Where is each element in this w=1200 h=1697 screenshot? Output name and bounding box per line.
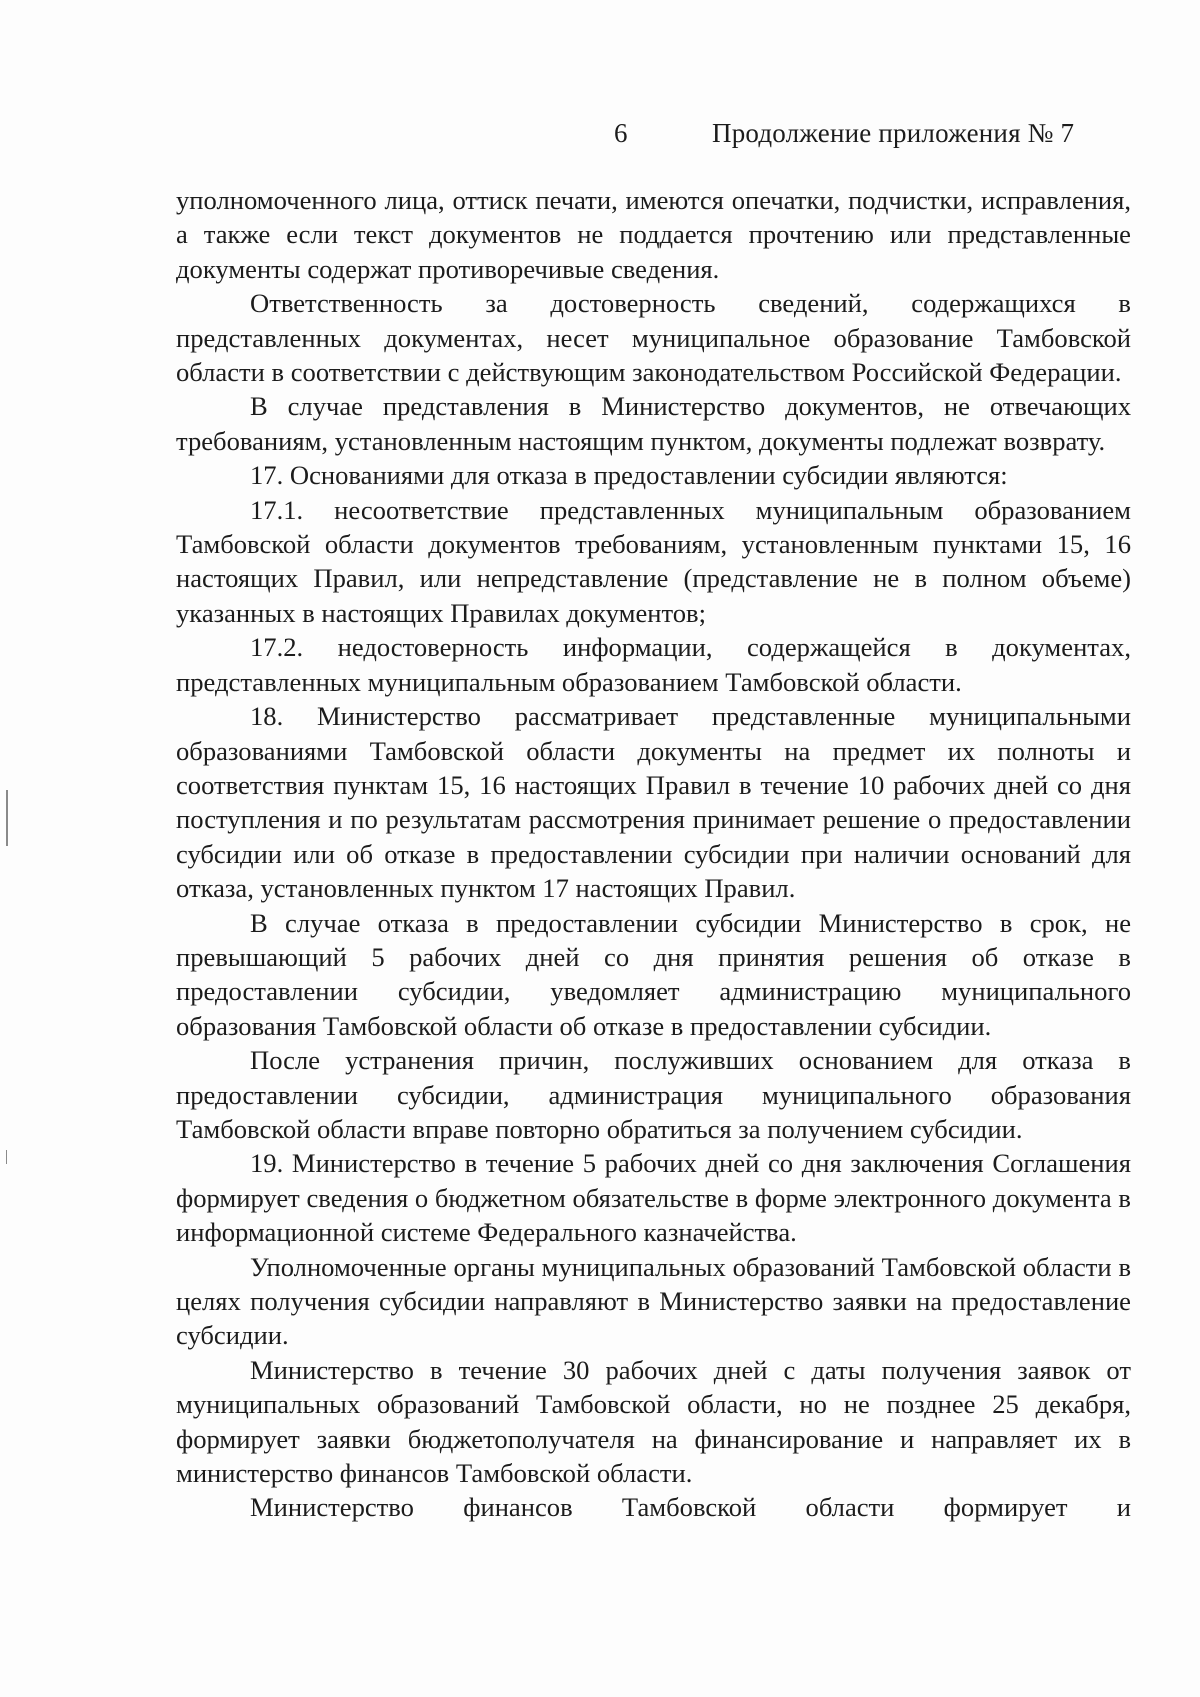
paragraph: Министерство в течение 30 рабочих дней с даты получения заявок от муниципальных образований Тамбовской области, но не позднее 25 декабря, формирует заявки бюджетополучателя на финансирование и направляет их в министерство финансов Тамбовской области. [176, 1354, 1131, 1489]
scan-edge-mark [6, 1150, 7, 1164]
page-number: 6 [614, 118, 628, 148]
paragraph: В случае представления в Министерство документов, не отвечающих требованиям, установленным настоящим пунктом, документы подлежат возврату. [176, 391, 1131, 456]
scan-edge-mark [6, 790, 8, 846]
paragraph: 17.2. недостоверность информации, содержащейся в документах, представленных муниципальным образованием Тамбовской области. [176, 632, 1131, 697]
paragraph: Ответственность за достоверность сведений, содержащихся в представленных документах, несет муниципальное образование Тамбовской области в соответствии с действующим законодательством Российской Федерации. [176, 288, 1131, 388]
paragraph: В случае отказа в предоставлении субсидии Министерство в срок, не превышающий 5 рабочих дней со дня принятия решения об отказе в предоставлении субсидии, уведомляет администрацию муниципального образования Тамбовской области об отказе в предоставлении субсидии. [176, 907, 1131, 1041]
appendix-continuation-title: Продолжение приложения № 7 [712, 118, 1075, 148]
paragraph: уполномоченного лица, оттиск печати, имеются опечатки, подчистки, исправления, а также если текст документов не поддается прочтению или представленные документы содержат противоречивые сведения. [176, 185, 1131, 284]
page-header [0, 118, 1200, 158]
paragraph: После устранения причин, послуживших основанием для отказа в предоставлении субсидии, администрация муниципального образования Тамбовской области вправе повторно обратиться за получением субсидии. [176, 1045, 1131, 1144]
paragraph: 17. Основаниями для отказа в предоставлении субсидии являются: [250, 460, 1008, 491]
paragraph: Министерство финансов Тамбовской области формирует и [250, 1492, 1131, 1523]
document-body [176, 183, 1131, 1525]
paragraph: 17.1. несоответствие представленных муниципальным образованием Тамбовской области документов требованиям, установленным пунктами 15, 16 настоящих Правил, или непредставление (представление не в полном объеме) указанных в настоящих Правилах документов; [176, 494, 1131, 628]
paragraph: Уполномоченные органы муниципальных образований Тамбовской области в целях получения субсидии направляют в Министерство заявки на предоставление субсидии. [176, 1251, 1131, 1351]
paragraph: 18. Министерство рассматривает представленные муниципальными образованиями Тамбовской области документы на предмет их полноты и соответствия пунктам 15, 16 настоящих Правил в течение 10 рабочих дней со дня поступления и по результатам рассмотрения принимает решение о предоставлении субсидии или об отказе в предоставлении субсидии при наличии оснований для отказа, установленных пунктом 17 настоящих Правил. [176, 701, 1131, 904]
paragraph: 19. Министерство в течение 5 рабочих дней со дня заключения Соглашения формирует сведения о бюджетном обязательстве в форме электронного документа в информационной системе Федерального казначейства. [176, 1148, 1131, 1248]
